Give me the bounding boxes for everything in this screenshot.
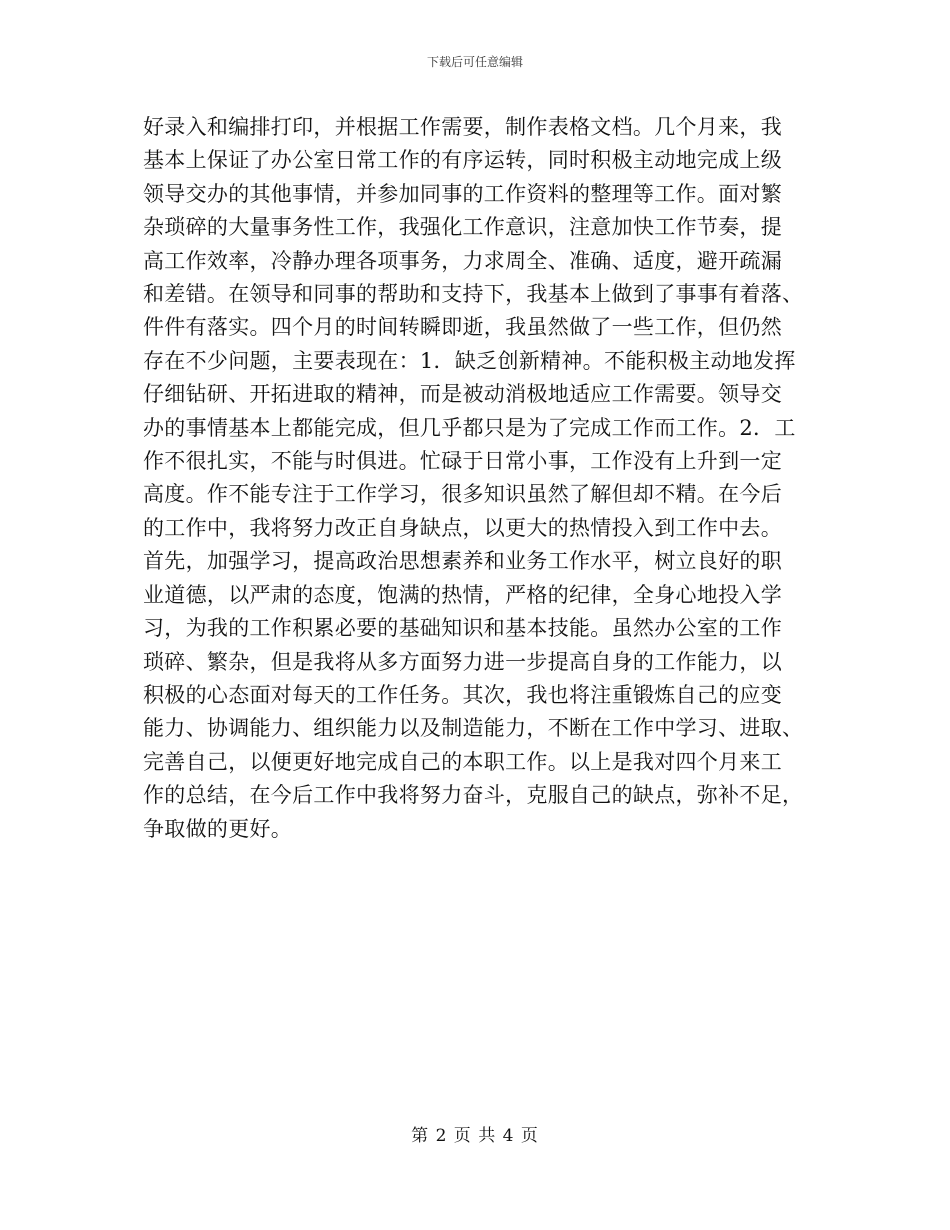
- body-line: 习，为我的工作积累必要的基础知识和基本技能。虽然办公室的工作: [143, 616, 782, 641]
- body-line: 作的总结，在今后工作中我将努力奋斗，克服自己的缺点，弥补不足，: [143, 783, 804, 808]
- page-number-footer: 第 2 页 共 4 页: [411, 1126, 539, 1146]
- body-line: 领导交办的其他事情，并参加同事的工作资料的整理等工作。面对繁: [143, 181, 782, 206]
- body-line: 高工作效率，冷静办理各项事务，力求周全、准确、适度，避开疏漏: [143, 248, 782, 273]
- body-line: 能力、协调能力、组织能力以及制造能力，不断在工作中学习、进取、: [143, 716, 804, 741]
- page-header: 下载后可任意编辑: [426, 55, 523, 69]
- body-line: 基本上保证了办公室日常工作的有序运转，同时积极主动地完成上级: [143, 148, 782, 173]
- body-line: 办的事情基本上都能完成，但几乎都只是为了完成工作而工作。2．工: [143, 415, 796, 440]
- body-line: 首先，加强学习，提高政治思想素养和业务工作水平，树立良好的职: [143, 549, 782, 574]
- document-body: [143, 111, 813, 846]
- body-line: 存在不少问题，主要表现在：1．缺乏创新精神。不能积极主动地发挥: [143, 348, 796, 373]
- body-line: 完善自己，以便更好地完成自己的本职工作。以上是我对四个月来工: [143, 749, 782, 774]
- body-line: 仔细钻研、开拓进取的精神，而是被动消极地适应工作需要。领导交: [143, 382, 782, 407]
- body-line: 件件有落实。四个月的时间转瞬即逝，我虽然做了一些工作，但仍然: [143, 315, 782, 340]
- body-line: 作不很扎实，不能与时俱进。忙碌于日常小事，工作没有上升到一定: [143, 449, 782, 474]
- body-line: 争取做的更好。: [143, 816, 293, 841]
- body-line: 和差错。在领导和同事的帮助和支持下，我基本上做到了事事有着落、: [143, 282, 804, 307]
- body-line: 业道德，以严肃的态度，饱满的热情，严格的纪律，全身心地投入学: [143, 582, 782, 607]
- body-line: 杂琐碎的大量事务性工作，我强化工作意识，注意加快工作节奏，提: [143, 215, 782, 240]
- body-line: 积极的心态面对每天的工作任务。其次，我也将注重锻炼自己的应变: [143, 682, 782, 707]
- body-line: 好录入和编排打印，并根据工作需要，制作表格文档。几个月来，我: [143, 115, 782, 139]
- body-line: 的工作中，我将努力改正自身缺点，以更大的热情投入到工作中去。: [143, 515, 782, 540]
- body-line: 琐碎、繁杂，但是我将从多方面努力进一步提高自身的工作能力，以: [143, 649, 782, 674]
- body-line: 高度。作不能专注于工作学习，很多知识虽然了解但却不精。在今后: [143, 482, 782, 507]
